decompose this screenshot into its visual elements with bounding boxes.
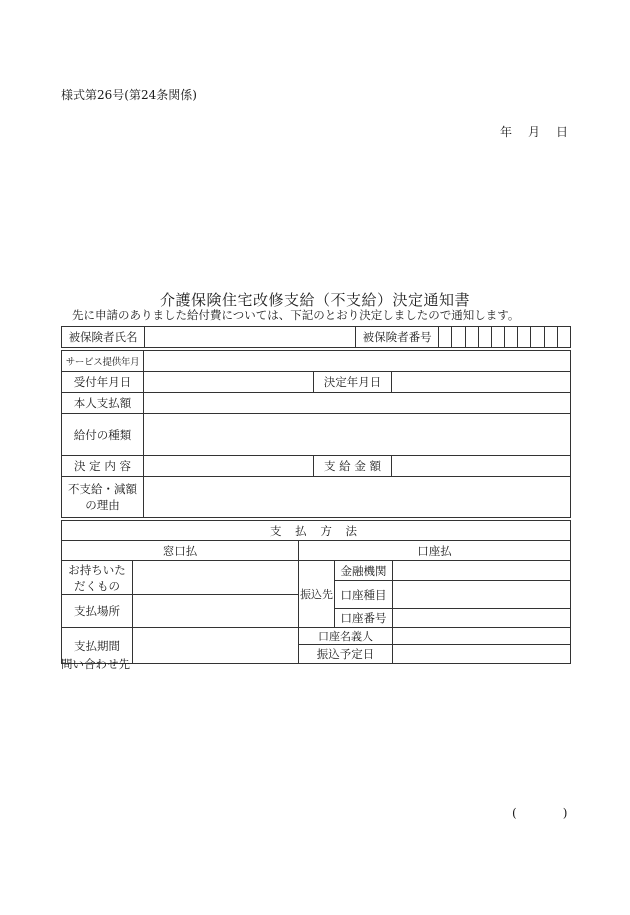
date-month: 月 bbox=[527, 125, 540, 139]
account-number-label: 口座番号 bbox=[335, 609, 393, 628]
insured-number-digit[interactable] bbox=[439, 327, 452, 348]
insured-number-digit[interactable] bbox=[491, 327, 504, 348]
form-number: 様式第26号(第24条関係) bbox=[61, 88, 197, 102]
payment-place-label: 支払場所 bbox=[62, 595, 133, 628]
account-holder-field[interactable] bbox=[393, 628, 571, 645]
items-to-bring-field[interactable] bbox=[133, 561, 299, 595]
reason-field[interactable] bbox=[144, 477, 571, 518]
transfer-to-label: 振込先 bbox=[299, 561, 335, 628]
insured-number-digit[interactable] bbox=[452, 327, 465, 348]
payment-amount-field[interactable] bbox=[392, 456, 571, 477]
contact-parentheses bbox=[512, 806, 567, 820]
self-pay-field[interactable] bbox=[144, 393, 571, 414]
payment-period-label: 支払期間 bbox=[62, 628, 133, 664]
received-date-field[interactable] bbox=[144, 372, 314, 393]
insured-number-digit[interactable] bbox=[557, 327, 570, 348]
insured-number-digit[interactable] bbox=[531, 327, 544, 348]
reason-label-line-1: 不支給・減額 bbox=[68, 482, 137, 496]
insured-number-digit[interactable] bbox=[518, 327, 531, 348]
insured-number-digit[interactable] bbox=[478, 327, 491, 348]
insured-number-label: 被保険者番号 bbox=[356, 327, 439, 348]
account-type-label: 口座種目 bbox=[335, 581, 393, 609]
insured-number-digit[interactable] bbox=[505, 327, 518, 348]
reason-label-line-2: の理由 bbox=[85, 498, 120, 512]
payment-place-field[interactable] bbox=[133, 595, 299, 628]
bank-label: 金融機関 bbox=[335, 561, 393, 581]
decision-date-label: 決定年月日 bbox=[314, 372, 392, 393]
date-year: 年 bbox=[499, 125, 512, 139]
counter-payment-header: 窓口払 bbox=[62, 541, 299, 561]
paren-open: ( bbox=[512, 806, 517, 820]
account-holder-label: 口座名義人 bbox=[299, 628, 393, 645]
date-line bbox=[484, 123, 568, 140]
transfer-date-field[interactable] bbox=[393, 645, 571, 664]
insured-number-digit[interactable] bbox=[544, 327, 557, 348]
items-to-bring-label bbox=[62, 561, 133, 595]
account-payment-header: 口座払 bbox=[299, 541, 571, 561]
service-month-label: サービス提供年月 bbox=[62, 351, 144, 372]
insured-table bbox=[61, 326, 571, 348]
payment-period-field[interactable] bbox=[133, 628, 299, 664]
items-to-bring-line-2: だくもの bbox=[74, 578, 120, 593]
service-month-field[interactable] bbox=[144, 351, 571, 372]
reason-label bbox=[62, 477, 144, 518]
insured-number-digit[interactable] bbox=[465, 327, 478, 348]
payment-table bbox=[61, 520, 571, 664]
decision-date-field[interactable] bbox=[392, 372, 571, 393]
inquiry-label: 問い合わせ先 bbox=[61, 657, 130, 671]
benefit-type-label: 給付の種類 bbox=[62, 414, 144, 456]
document-title: 介護保険住宅改修支給（不支給）決定通知書 bbox=[159, 291, 470, 309]
self-pay-label: 本人支払額 bbox=[62, 393, 144, 414]
insured-name-label: 被保険者氏名 bbox=[62, 327, 145, 348]
account-number-field[interactable] bbox=[393, 609, 571, 628]
insured-name-field[interactable] bbox=[145, 327, 356, 348]
transfer-date-label: 振込予定日 bbox=[299, 645, 393, 664]
decision-content-label: 決 定 内 容 bbox=[62, 456, 144, 477]
received-date-label: 受付年月日 bbox=[62, 372, 144, 393]
items-to-bring-line-1: お持ちいた bbox=[68, 562, 126, 577]
payment-method-header: 支 払 方 法 bbox=[62, 521, 571, 541]
decision-content-field[interactable] bbox=[144, 456, 314, 477]
payment-amount-label: 支 給 金 額 bbox=[314, 456, 392, 477]
paren-close: ) bbox=[562, 806, 568, 820]
intro-text: 先に申請のありました給付費については、下記のとおり決定しましたので通知します。 bbox=[72, 308, 520, 322]
date-day: 日 bbox=[555, 125, 568, 139]
bank-field[interactable] bbox=[393, 561, 571, 581]
account-type-field[interactable] bbox=[393, 581, 571, 609]
details-table bbox=[61, 350, 571, 518]
benefit-type-field[interactable] bbox=[144, 414, 571, 456]
